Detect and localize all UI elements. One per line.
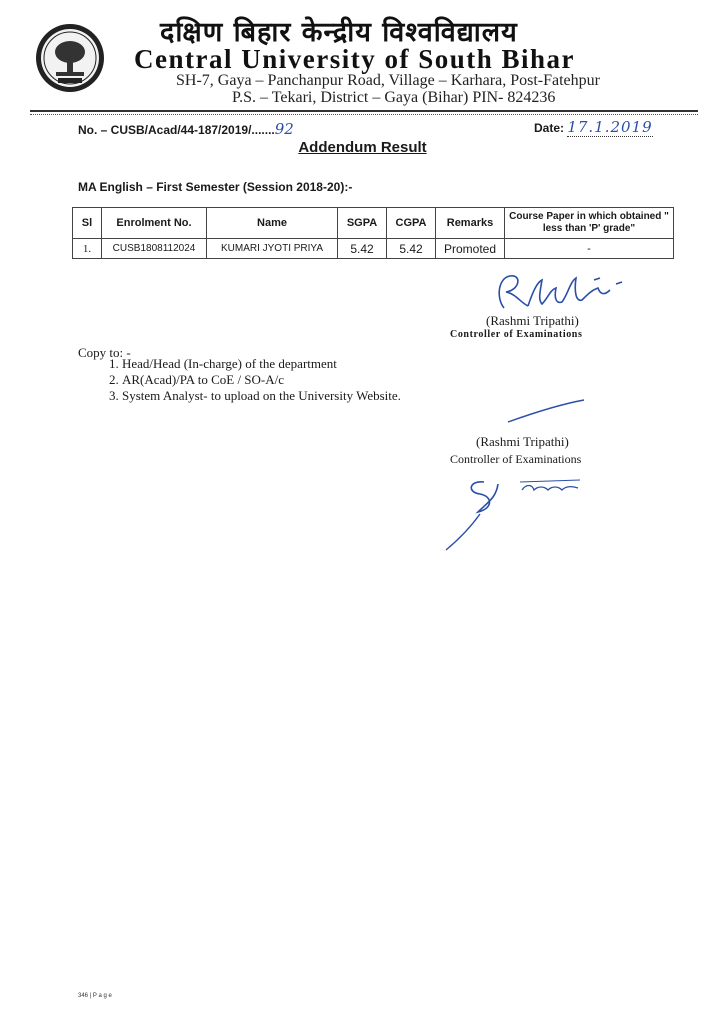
table-header-row [73,208,674,239]
cell-enrolment: CUSB1808112024 [102,239,207,259]
cell-remarks: Promoted [436,239,505,259]
controller-title-2: Controller of Examinations [450,452,582,466]
reference-number [78,120,294,138]
controller-name-2: (Rashmi Tripathi) [476,434,569,449]
address-line-2: P.S. – Tekari, District – Gaya (Bihar) PIN- 824236 [232,89,556,106]
col-header-name: Name [207,208,338,239]
col-header-sgpa: SGPA [338,208,387,239]
table-row [73,239,674,259]
page-footer: 346 | P a g e [78,993,112,999]
date-label: Date: [534,121,568,135]
copy-to-label: Copy to: - [78,345,131,360]
reference-handwritten-number: 92 [274,120,294,138]
address-line-1: SH-7, Gaya – Panchanpur Road, Village – Karhara, Post-Fatehpur [176,72,600,89]
university-seal-icon [34,22,106,94]
header-divider [30,110,698,112]
col-header-remarks: Remarks [436,208,505,239]
signature-2-icon [506,398,586,423]
result-table [72,207,674,259]
signature-1-icon [476,268,636,318]
list-item: 1. Head/Head (In-charge) of the department [122,356,401,372]
col-header-enrolment: Enrolment No. [102,208,207,239]
list-item: 3. System Analyst- to upload on the University Website. [122,388,401,404]
cell-cgpa: 5.42 [387,239,436,259]
copy-to-list [100,356,401,404]
document-heading [0,139,725,156]
cell-sl: 1. [73,239,102,259]
cell-name: KUMARI JYOTI PRIYA [207,239,338,259]
document-date [534,118,653,136]
cell-sgpa: 5.42 [338,239,387,259]
date-handwritten: 17.1.2019 [567,118,653,136]
controller-name-1: (Rashmi Tripathi) [486,313,579,328]
list-item: 2. AR(Acad)/PA to CoE / SO-A/c [122,372,401,388]
cell-course-paper: - [505,239,674,259]
header-divider-dotted [30,114,698,115]
col-header-course-paper: Course Paper in which obtained " less than 'P' grade" [505,208,674,239]
reference-label: No. – CUSB/Acad/44-187/2019/ [78,123,252,137]
heading-text: Addendum Result [298,139,427,156]
controller-title-1: Controller of Examinations [450,329,583,340]
col-header-sl: Sl [73,208,102,239]
university-name-english: Central University of South Bihar [134,44,575,74]
reference-dots: ....... [251,123,275,137]
university-name-hindi: दक्षिण बिहार केन्द्रीय विश्वविद्यालय [160,17,518,48]
initials-mark-icon [440,472,600,552]
course-title: MA English – First Semester (Session 2018-20):- [78,180,353,194]
col-header-cgpa: CGPA [387,208,436,239]
